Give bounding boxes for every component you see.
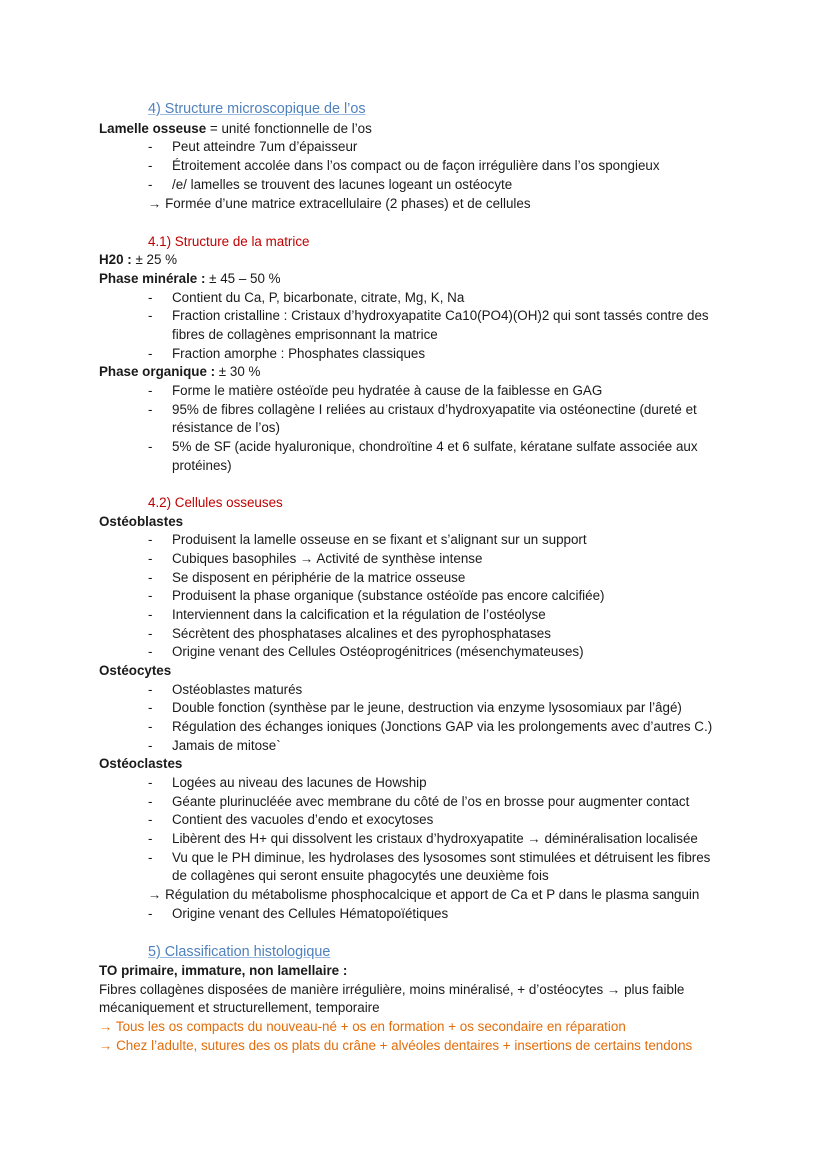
osteoblastes-heading: Ostéoblastes (99, 514, 184, 529)
section-4-title: 4) Structure microscopique de l’os (148, 101, 366, 117)
section-5-title: 5) Classification histologique (148, 944, 331, 960)
section-5-note-2: → Chez l’adulte, sutures des os plats du crâne + alvéoles dentaires + insertions de certains tendons (99, 1038, 693, 1053)
phase-minerale-line: Phase minérale : ± 45 – 50 % (99, 271, 281, 286)
lamelle-rest: = unité fonctionnelle de l’os (206, 121, 372, 136)
section-4-conclusion: → Formée d’une matrice extracellulaire (2 phases) et de cellules (148, 196, 531, 211)
osteoclastes-heading: Ostéoclastes (99, 756, 183, 771)
section-5-text-2: mécaniquement et structurellement, temporaire (99, 1000, 380, 1015)
section-5-text-1: Fibres collagènes disposées de manière irrégulière, moins minéralisé, + d’ostéocytes → plus faible (99, 982, 685, 997)
osteocytes-heading: Ostéocytes (99, 663, 172, 678)
to-primaire-heading: TO primaire, immature, non lamellaire : (99, 963, 348, 978)
phase-organique-line: Phase organique : ± 30 % (99, 364, 261, 379)
osteoclastes-conclusion: → Régulation du métabolisme phosphocalcique et apport de Ca et P dans le plasma sanguin (148, 887, 700, 902)
lamelle-definition (99, 120, 372, 138)
document-page: 4) Structure microscopique de l’os Lamelle osseuse = unité fonctionnelle de l’os - Peut atteindre 7um d’épaisseur - Étroitement accolée dans l’os compact ou de façon irrégulière dans l’os spongieux - /e/ lamelles se trouvent des lacunes logeant un ostéocyte → Formée d’une matrice extracellulaire (2 phases) et de cellules 4.1) Structure de la matrice H20 : ± 25 % Phase minérale : ± 45 – 50 % - Contient du Ca, P, bicarbonate, citrate, Mg, K, Na - Fraction cristalline : Cristaux d’hydroxyapatite Ca10(PO4)(OH)2 qui sont tassés contre des fibres de collagènes emprisonnant la matrice - Fraction amorphe : Phosphates classiques Phase organique : ± 30 % - Forme le matière ostéoïde peu hydratée à cause de la faiblesse en GAG - 95% de fibres collagène I reliées au cristaux d’hydroxyapatite via ostéonectine (dureté et résistance de l’os) - 5% de SF (acide hyaluronique, chondroïtine 4 et 6 sulfate, kératane sulfate associée aux protéines) 4.2) Cellules osseuses Ostéoblastes - Produisent la lamelle osseuse en se fixant et s’alignant sur un support - Cubiques basophiles → Activité de synthèse intense - Se disposent en périphérie de la matrice osseuse - Produisent la phase organique (substance ostéoïde pas encore calcifiée) - Interviennent dans la calcification et la régulation de l’ostéolyse - Sécrètent des phosphatases alcalines et des pyrophosphatases - Origine venant des Cellules Ostéoprogénitrices (mésenchymateuses) Ostéocytes - Ostéoblastes maturés - Double fonction (synthèse par le jeune, destruction via enzyme lysosomiaux par l’âgé) - Régulation des échanges ioniques (Jonctions GAP via les prolongements avec d’autres C.) - Jamais de mitose` Ostéoclastes - Logées au niveau des lacunes de Howship - Géante plurinucléée avec membrane du côté de l’os en brosse pour augmenter contact - Contient des vacuoles d’endo et exocytoses - Libèrent des H+ qui dissolvent les cristaux d’hydroxyapatite → déminéralisation localisée - Vu que le PH diminue, les hydrolases des lysosomes sont stimulées et détruisent les fibres de collagènes qui seront ensuite phagocytés une deuxième fois → Régulation du métabolisme phosphocalcique et apport de Ca et P dans le plasma sanguin - Origine venant des Cellules Hématopoïétiques 5) Classification histologique TO primaire, immature, non lamellaire : Fibres collagènes disposées de manière irrégulière, moins minéralisé, + d’ostéocytes → plus faible mécaniquement et structurellement, temporaire → Tous les os compacts du nouveau-né + os en formation + os secondaire en réparation → Chez l’adulte, sutures des os plats du crâne + alvéoles dentaires + insertions de certains tendons (99, 101, 713, 1053)
section-4-2-title: 4.2) Cellules osseuses (148, 495, 283, 510)
section-4-1-title: 4.1) Structure de la matrice (148, 234, 310, 249)
h2o-line: H20 : ± 25 % (99, 252, 178, 267)
section-5-note-1: → Tous les os compacts du nouveau-né + os en formation + os secondaire en réparation (99, 1019, 626, 1034)
lamelle-term: Lamelle osseuse (99, 121, 207, 136)
